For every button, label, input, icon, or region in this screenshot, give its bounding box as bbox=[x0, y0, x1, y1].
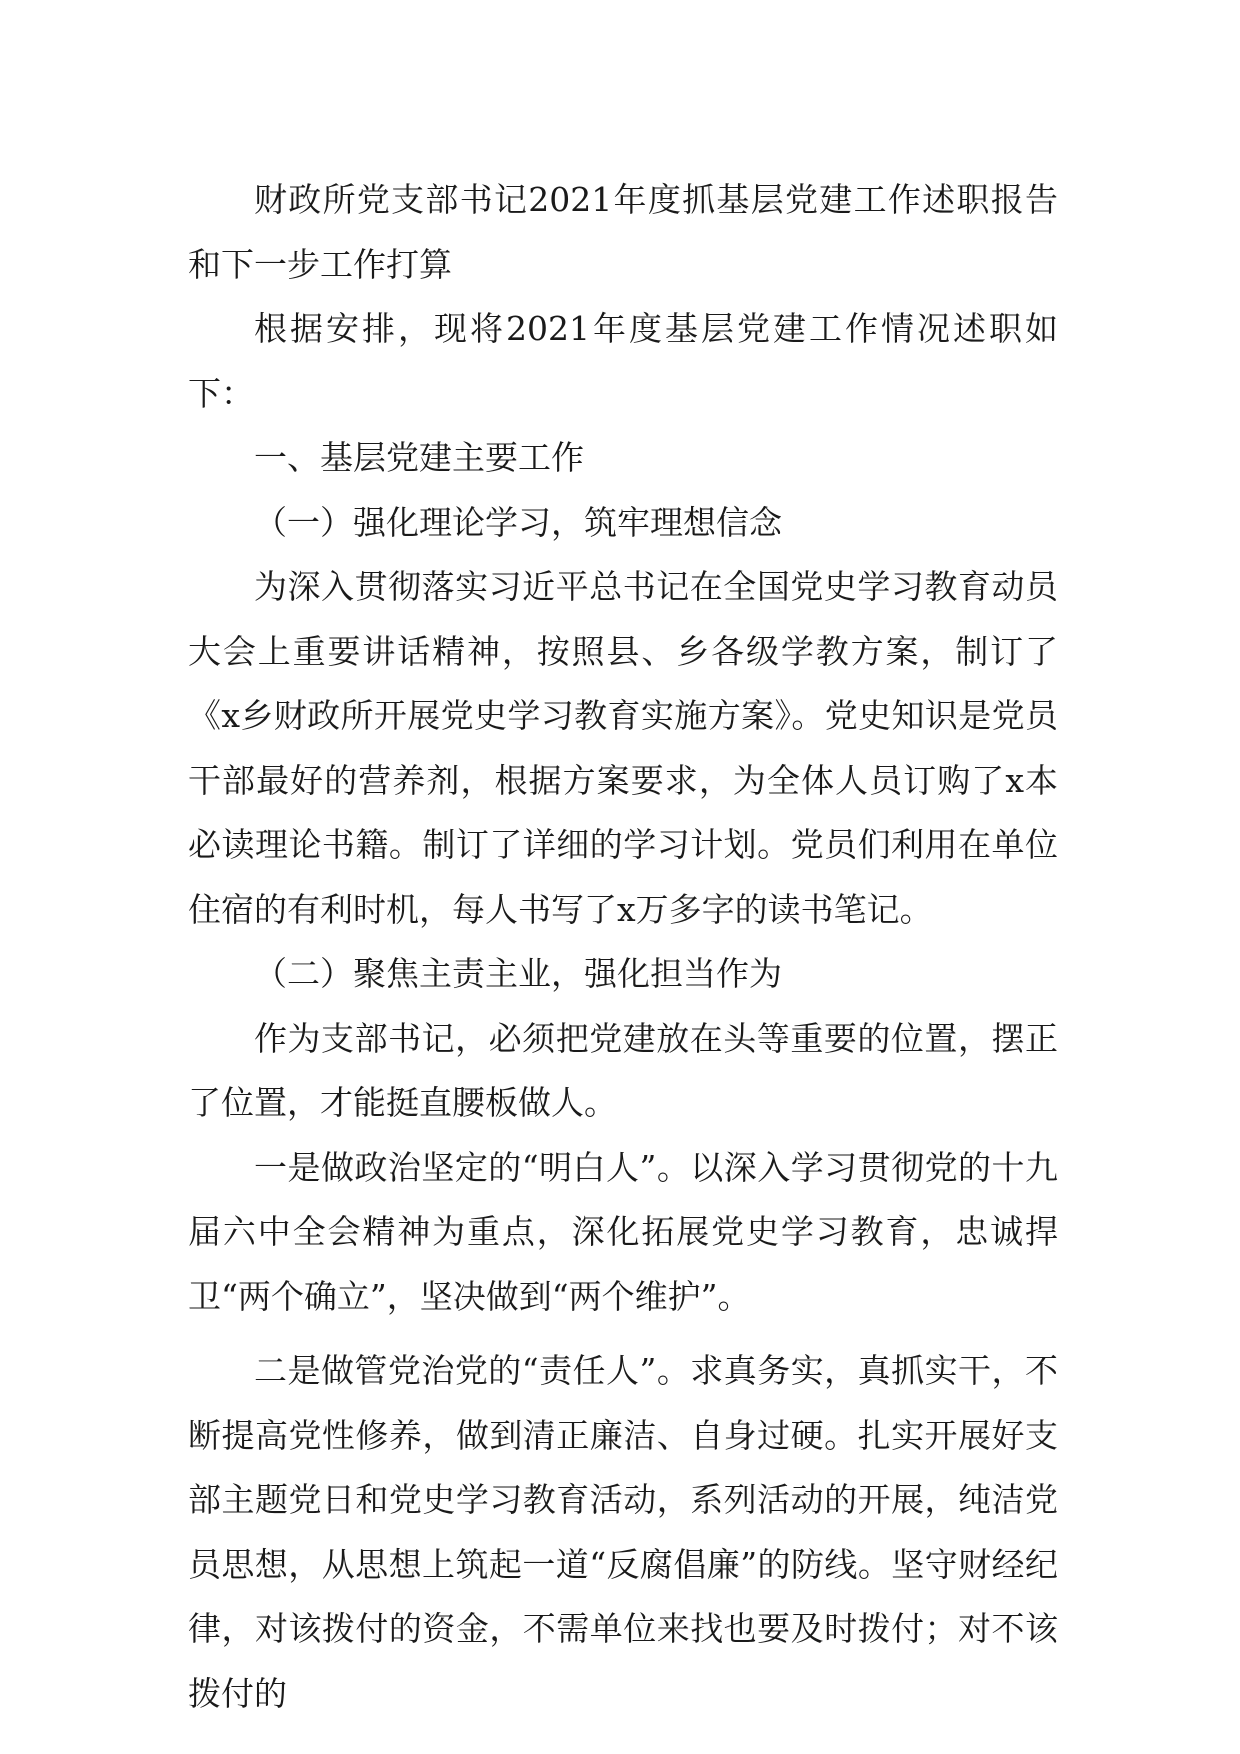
subsection-2-paragraph: 作为支部书记，必须把党建放在头等重要的位置，摆正了位置，才能挺直腰板做人。 bbox=[188, 1018, 1058, 1122]
point-2-paragraph: 二是做管党治党的“责任人”。求真务实，真抓实干，不断提高党性修养，做到清正廉洁、自身过硬。扎实开展好支部主题党日和党史学习教育活动，系列活动的开展，纯洁党员思想，从思想上筑起一道“反腐倡廉”的防线。坚守财经纪律，对该拨付的资金，不需单位来找也要及时拨付；对不该拨付的 bbox=[188, 1351, 1058, 1713]
subsection-heading-1: （一）强化理论学习，筑牢理想信念 bbox=[254, 502, 782, 542]
point-1-paragraph: 一是做政治坚定的“明白人”。以深入学习贯彻党的十九届六中全会精神为重点，深化拓展党史学习教育，忠诚捍卫“两个确立”，坚决做到“两个维护”。 bbox=[188, 1147, 1058, 1316]
section-heading-1: 一、基层党建主要工作 bbox=[254, 438, 584, 477]
document-body bbox=[188, 168, 1058, 1726]
intro-paragraph: 根据安排，现将2021年度基层党建工作情况述职如下： bbox=[188, 309, 1058, 413]
subsection-1-paragraph: 为深入贯彻落实习近平总书记在全国党史学习教育动员大会上重要讲话精神，按照县、乡各级学教方案，制订了《x乡财政所开展党史学习教育实施方案》。党史知识是党员干部最好的营养剂，根据方案要求，为全体人员订购了x本必读理论书籍。制订了详细的学习计划。党员们利用在单位住宿的有利时机，每人书写了x万多字的读书笔记。 bbox=[188, 567, 1058, 929]
subsection-heading-2: （二）聚焦主责主业，强化担当作为 bbox=[254, 954, 782, 993]
document-title: 财政所党支部书记2021年度抓基层党建工作述职报告和下一步工作打算 bbox=[188, 180, 1058, 284]
